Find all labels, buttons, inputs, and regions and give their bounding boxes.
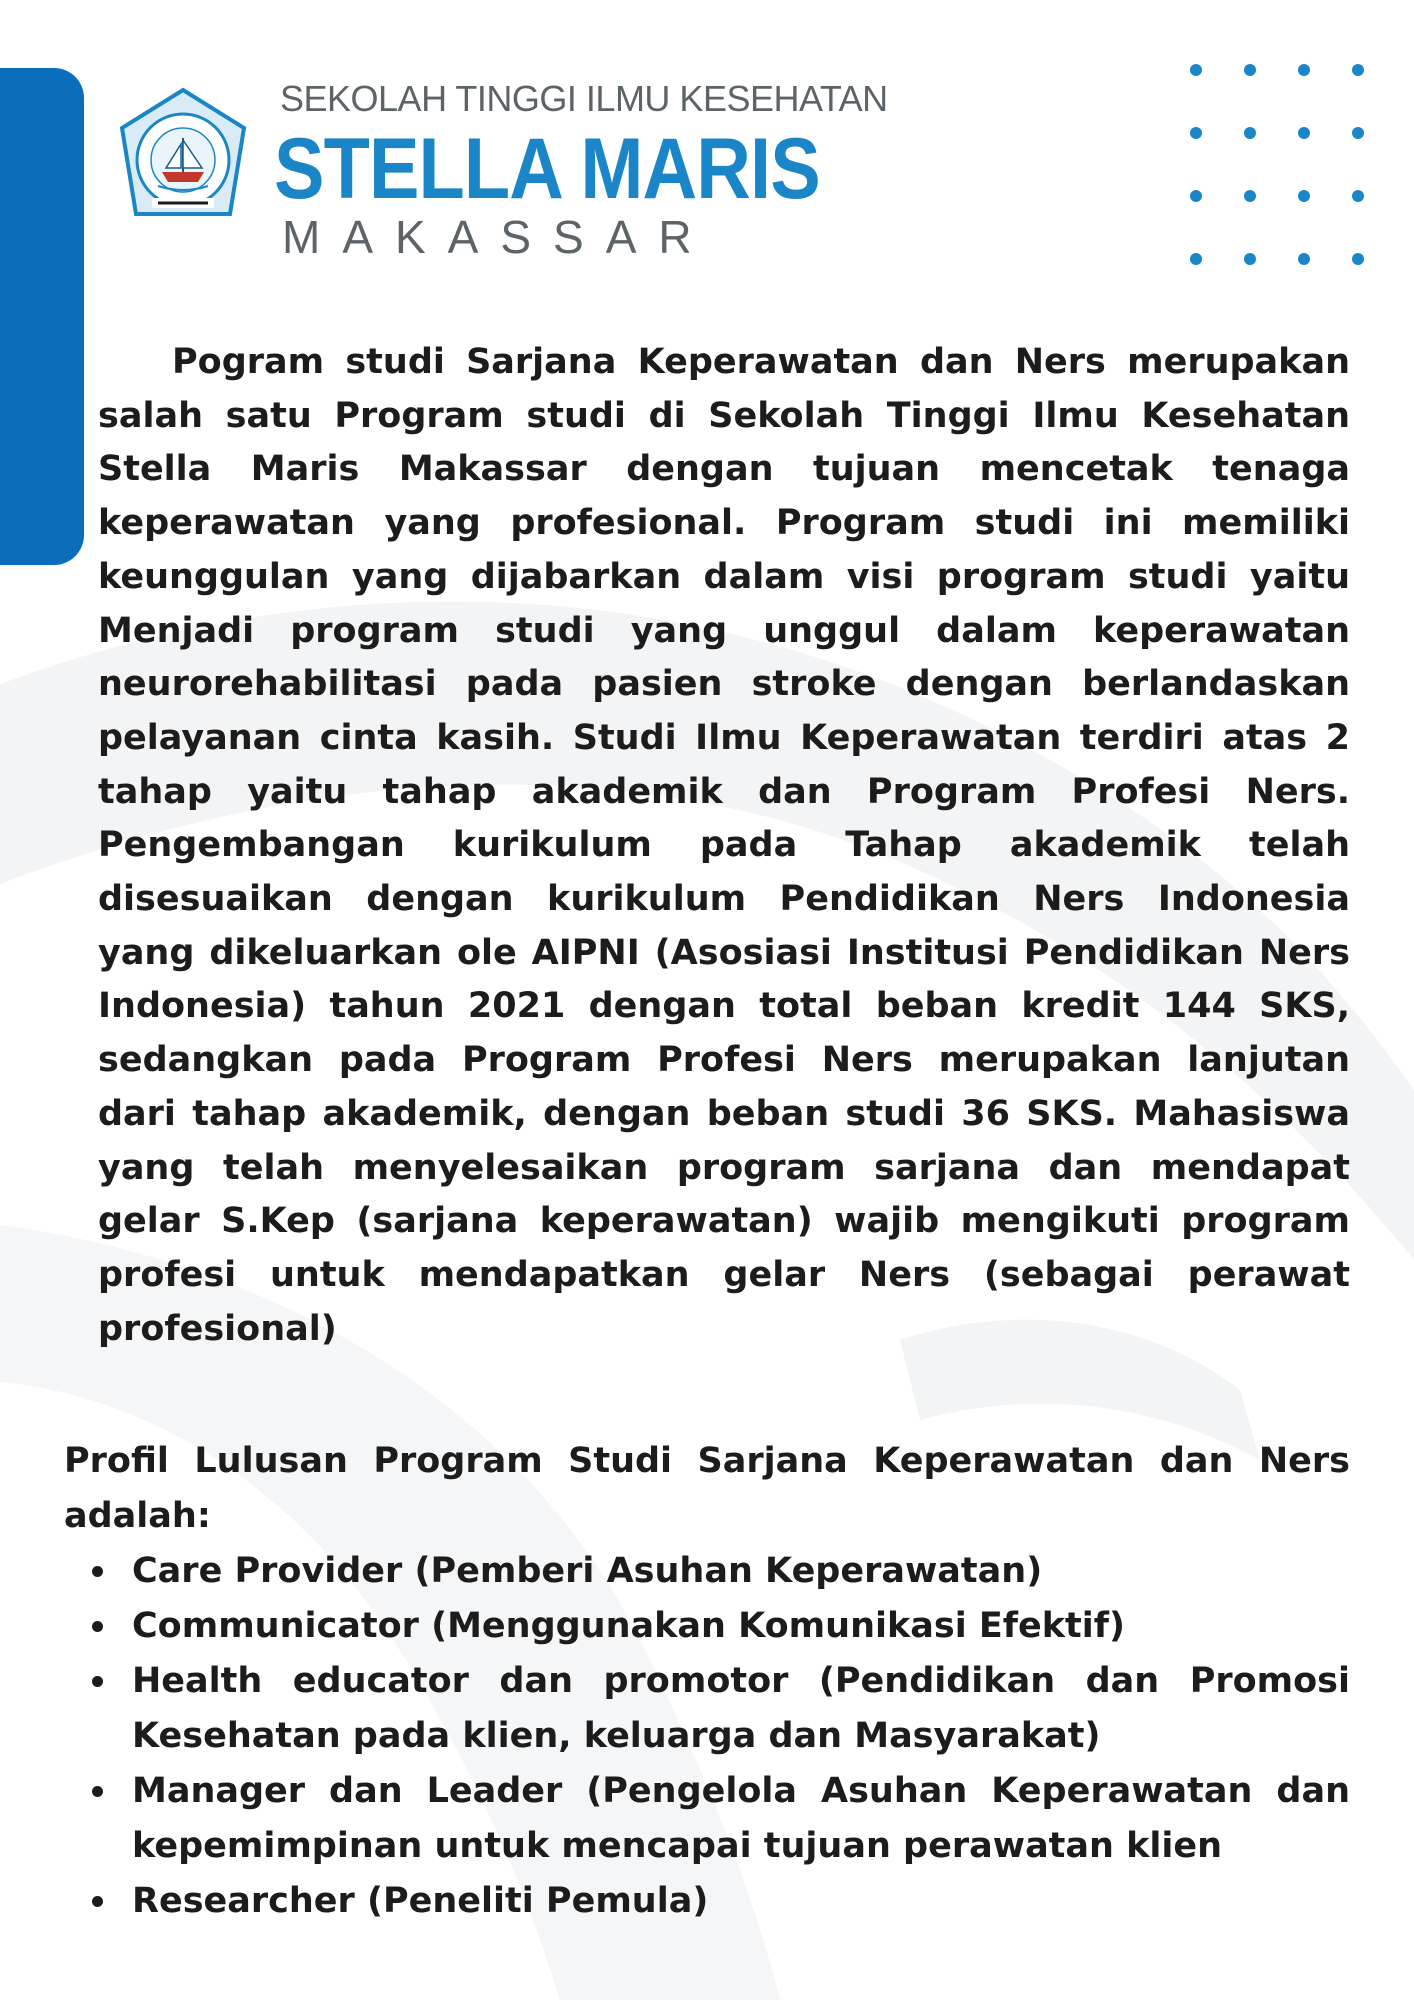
role-label: Care Provider (Pemberi Asuhan Keperawatan) <box>132 1551 1043 1591</box>
dot-icon <box>1244 190 1256 202</box>
list-item <box>64 1764 1350 1874</box>
role-label: Communicator (Menggunakan Komunikasi Efektif) <box>132 1606 1125 1646</box>
dot-icon <box>1244 127 1256 139</box>
dot-icon <box>1190 253 1202 265</box>
dot-icon <box>1352 253 1364 265</box>
decorative-dot-grid <box>1190 64 1390 274</box>
list-item <box>64 1599 1350 1654</box>
dot-icon <box>1244 253 1256 265</box>
institution-type: SEKOLAH TINGGI ILMU KESEHATAN <box>280 78 888 119</box>
list-item <box>64 1544 1350 1599</box>
bullet-dot-icon <box>92 1786 103 1797</box>
institution-name: STELLA MARIS <box>274 121 820 217</box>
institution-seal-icon <box>112 86 254 228</box>
role-label: Health educator dan promotor (Pendidikan dan Promosi Kesehatan pada klien, keluarga dan Masyarakat) <box>132 1661 1350 1756</box>
list-item <box>64 1654 1350 1764</box>
institution-city: MAKASSAR <box>282 211 714 263</box>
institution-header <box>112 78 888 278</box>
dot-icon <box>1244 64 1256 76</box>
dot-icon <box>1190 64 1202 76</box>
dot-icon <box>1352 64 1364 76</box>
bullet-dot-icon <box>92 1676 103 1687</box>
graduate-profile-heading: Profil Lulusan Program Studi Sarjana Keperawatan dan Ners adalah: <box>64 1441 1350 1536</box>
program-description: Pogram studi Sarjana Keperawatan dan Ners merupakan salah satu Program studi di Sekolah Tinggi Ilmu Kesehatan Stella Maris Makassar dengan tujuan mencetak tenaga keperawatan yang profesional. Program studi ini memiliki keunggulan yang dijabarkan dalam visi program studi yaitu Menjadi program studi yang unggul dalam keperawatan neurorehabilitasi pada pasien stroke dengan berlandaskan pelayanan cinta kasih. Studi Ilmu Keperawatan terdiri atas 2 tahap yaitu tahap akademik dan Program Profesi Ners. Pengembangan kurikulum pada Tahap akademik telah disesuaikan dengan kurikulum Pendidikan Ners Indonesia yang dikeluarkan ole AIPNI (Asosiasi Institusi Pendidikan Ners Indonesia) tahun 2021 dengan total beban kredit 144 SKS, sedangkan pada Program Profesi Ners merupakan lanjutan dari tahap akademik, dengan beban studi 36 SKS. Mahasiswa yang telah menyelesaikan program sarjana dan mendapat gelar S.Kep (sarjana keperawatan) wajib mengikuti program profesi untuk mendapatkan gelar Ners (sebagai perawat profesional) <box>98 342 1350 1349</box>
graduate-role-list <box>64 1544 1350 1929</box>
dot-icon <box>1190 190 1202 202</box>
dot-icon <box>1352 127 1364 139</box>
dot-icon <box>1298 127 1310 139</box>
dot-icon <box>1298 190 1310 202</box>
list-item <box>64 1874 1350 1929</box>
bullet-dot-icon <box>92 1566 103 1577</box>
dot-icon <box>1352 190 1364 202</box>
side-accent-bar <box>0 68 84 565</box>
dot-icon <box>1298 64 1310 76</box>
graduate-profile-section <box>64 1434 1350 1929</box>
role-label: Manager dan Leader (Pengelola Asuhan Keperawatan dan kepemimpinan untuk mencapai tujuan perawatan klien <box>132 1771 1350 1866</box>
bullet-dot-icon <box>92 1621 103 1632</box>
role-label: Researcher (Peneliti Pemula) <box>132 1881 709 1921</box>
dot-icon <box>1190 127 1202 139</box>
bullet-dot-icon <box>92 1896 103 1907</box>
dot-icon <box>1298 253 1310 265</box>
